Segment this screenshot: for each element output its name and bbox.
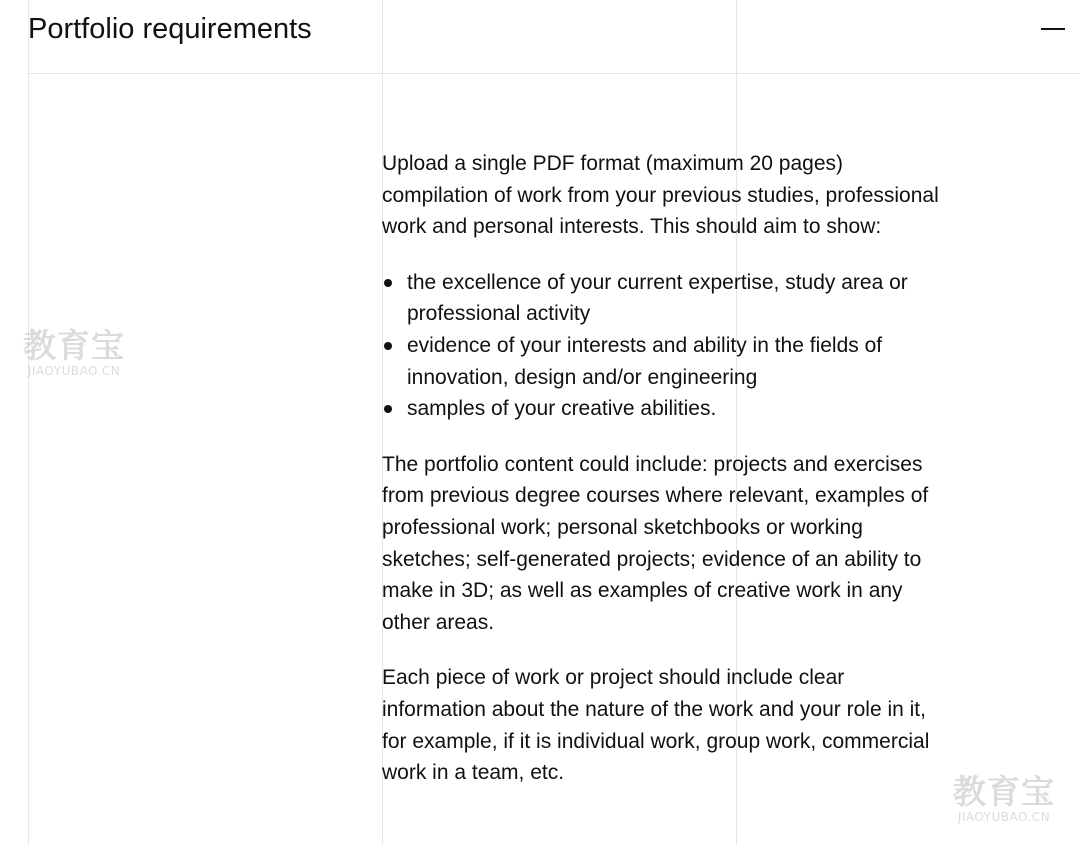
content-paragraph: The portfolio content could include: projects and exercises from previous degree courses where relevant, examples of professional work; personal sketchbooks or working sketches; self-generated projects; evidence of an ability to make in 3D; as well as examples of creative work in any other areas. [382, 452, 929, 634]
list-item [382, 267, 942, 330]
collapse-button[interactable] [1038, 14, 1068, 44]
bullet-icon [384, 279, 392, 287]
bullet-icon [384, 405, 392, 413]
content-paragraph: Each piece of work or project should include clear information about the nature of the work and your role in it, for example, if it is individual work, group work, commercial work in a team, etc. [382, 666, 930, 785]
minus-icon [1041, 28, 1065, 30]
list-item-text: the excellence of your current expertise, study area or professional activity [407, 270, 908, 326]
watermark-url: JIAOYUBAO.CN [957, 810, 1051, 824]
accordion-header-portfolio-requirements[interactable] [28, 0, 1080, 74]
list-item-text: evidence of your interests and ability in the fields of innovation, design and/or engineering [407, 333, 883, 389]
accordion-title: Portfolio requirements [28, 13, 312, 45]
bullet-icon [384, 342, 392, 350]
list-item [382, 393, 942, 425]
watermark-text: 教育宝 [953, 772, 1055, 811]
watermark-logo [948, 774, 1060, 824]
requirements-list [382, 267, 942, 425]
intro-paragraph: Upload a single PDF format (maximum 20 pages) compilation of work from your previous studies, professional work and personal interests. This should aim to show: [382, 152, 939, 239]
watermark-url: JIAOYUBAO.CN [27, 364, 121, 378]
accordion-content [382, 148, 942, 813]
list-item [382, 330, 942, 393]
list-item-text: samples of your creative abilities. [407, 397, 717, 421]
watermark-logo [18, 328, 130, 378]
watermark-text: 教育宝 [23, 326, 125, 365]
grid-line [28, 0, 29, 845]
